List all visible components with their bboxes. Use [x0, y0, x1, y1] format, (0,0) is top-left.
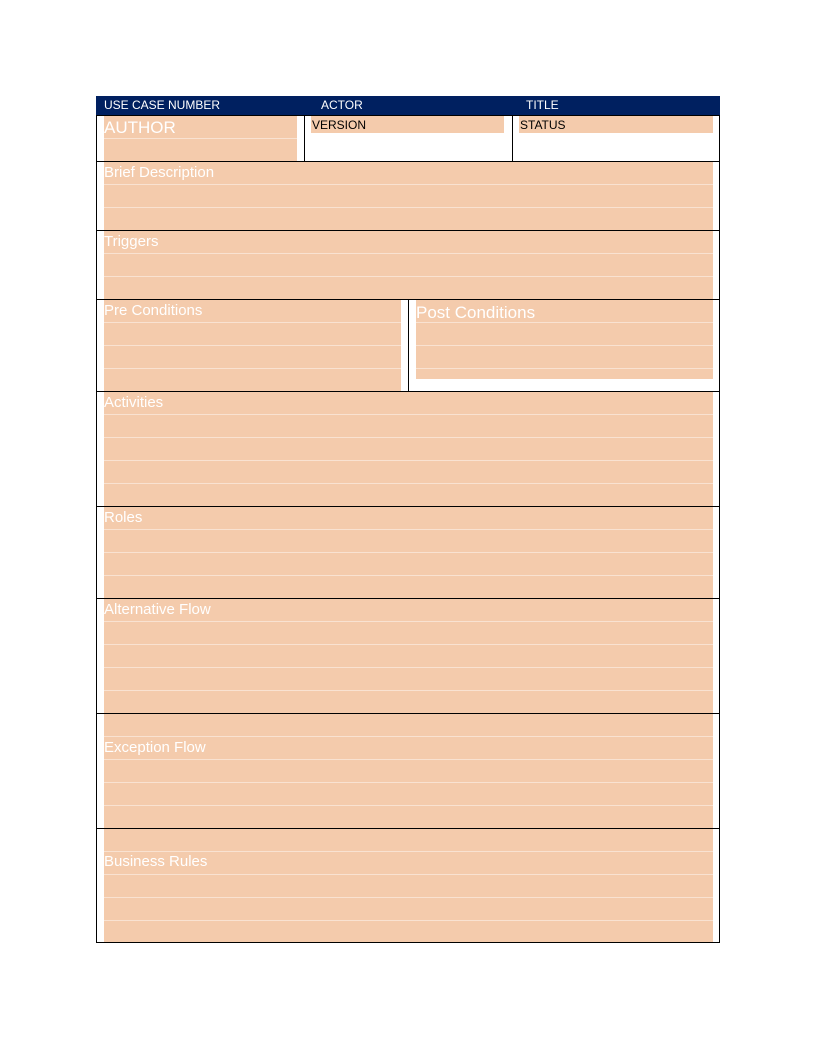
- triggers-label: Triggers: [104, 233, 159, 250]
- roles-section: [96, 506, 720, 599]
- activities-label: Activities: [104, 394, 164, 411]
- roles-field[interactable]: [104, 507, 713, 598]
- business-rules-label: Business Rules: [104, 853, 208, 870]
- brief-description-label: Brief Description: [104, 164, 215, 181]
- exception-flow-section: [96, 713, 720, 829]
- business-rules-field[interactable]: [104, 829, 713, 942]
- title-heading: TITLE: [526, 98, 559, 112]
- actor-heading: ACTOR: [321, 98, 363, 112]
- post-conditions-label: Post Conditions: [416, 303, 536, 322]
- conditions-section: [96, 299, 720, 392]
- version-label: VERSION: [312, 118, 367, 132]
- use-case-number-heading: USE CASE NUMBER: [104, 98, 221, 112]
- exception-flow-label: Exception Flow: [104, 739, 206, 756]
- alternative-flow-label: Alternative Flow: [104, 601, 211, 618]
- triggers-section: [96, 230, 720, 300]
- info-divider: [304, 116, 305, 161]
- status-label: STATUS: [520, 118, 566, 132]
- info-row: [96, 115, 720, 162]
- form-header: [96, 96, 720, 115]
- triggers-field[interactable]: [104, 231, 713, 299]
- business-rules-section: [96, 828, 720, 943]
- conditions-divider: [408, 300, 409, 391]
- info-divider: [512, 116, 513, 161]
- author-label: AUTHOR: [104, 118, 176, 137]
- roles-label: Roles: [104, 509, 143, 526]
- use-case-form: [96, 96, 720, 943]
- alternative-flow-section: [96, 598, 720, 714]
- exception-flow-field[interactable]: [104, 714, 713, 828]
- pre-conditions-label: Pre Conditions: [104, 302, 203, 319]
- activities-field[interactable]: [104, 392, 713, 506]
- activities-section: [96, 391, 720, 507]
- brief-description-section: [96, 161, 720, 231]
